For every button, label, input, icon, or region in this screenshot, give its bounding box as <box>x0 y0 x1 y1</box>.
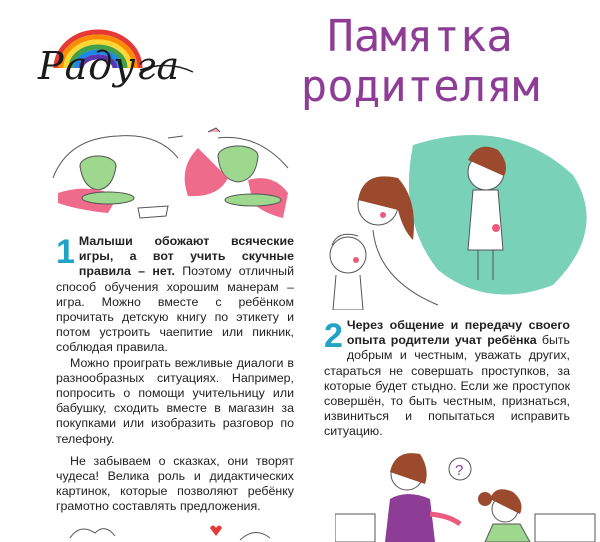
bottom-right-illustration <box>335 444 600 542</box>
section-1-number: 1 <box>56 233 75 271</box>
section-1-para-3: Не забываем о сказках, они творят чудеса! Велика роль и дидактических картинок, которые позволяют ребёнку грамотно составлять предложения. <box>56 453 294 514</box>
tea-party-illustration <box>48 118 298 228</box>
title-line-1: Памятка <box>327 11 513 62</box>
section-1-para-2: Можно проиграть вежливые диалоги в разнообразных ситуациях. Например, попросить о помощи учительницу или бабушку, сходить вместе в магазин за покупками или изобразить разговор по телефону. <box>56 355 294 446</box>
mother-children-illustration <box>318 130 600 310</box>
logo <box>28 20 198 90</box>
section-2 <box>324 318 570 440</box>
section-1 <box>56 234 294 515</box>
section-2-lead-rest: быть добрым и честным, уважать других, стараться не совершать проступков, за которые будет стыдно. Если же проступок совершён, то быть честным, признаться, извиниться и попытаться исправить ситуацию. <box>324 333 571 439</box>
logo-text: Радуга <box>38 44 181 88</box>
section-2-number: 2 <box>324 317 343 355</box>
question-mark-text: ? <box>455 462 464 479</box>
page-title <box>255 12 585 112</box>
bottom-left-illustration <box>60 518 300 542</box>
section-1-lead-rest: Поэтому отличный способ обучения хорошим манерам – игра. Можно вместе с ребёнком прочитать детскую книгу по этикету и потом устроить чаепитие или пикник, соблюдая правила. <box>56 264 294 355</box>
title-line-2: родителям <box>300 61 540 112</box>
section-2-lead: Через общение и передачу своего опыта родители учат ребёнка <box>346 318 570 348</box>
section-1-lead: Малыши обожают всяческие игры, а вот учить скучные правила – нет. <box>78 234 294 279</box>
